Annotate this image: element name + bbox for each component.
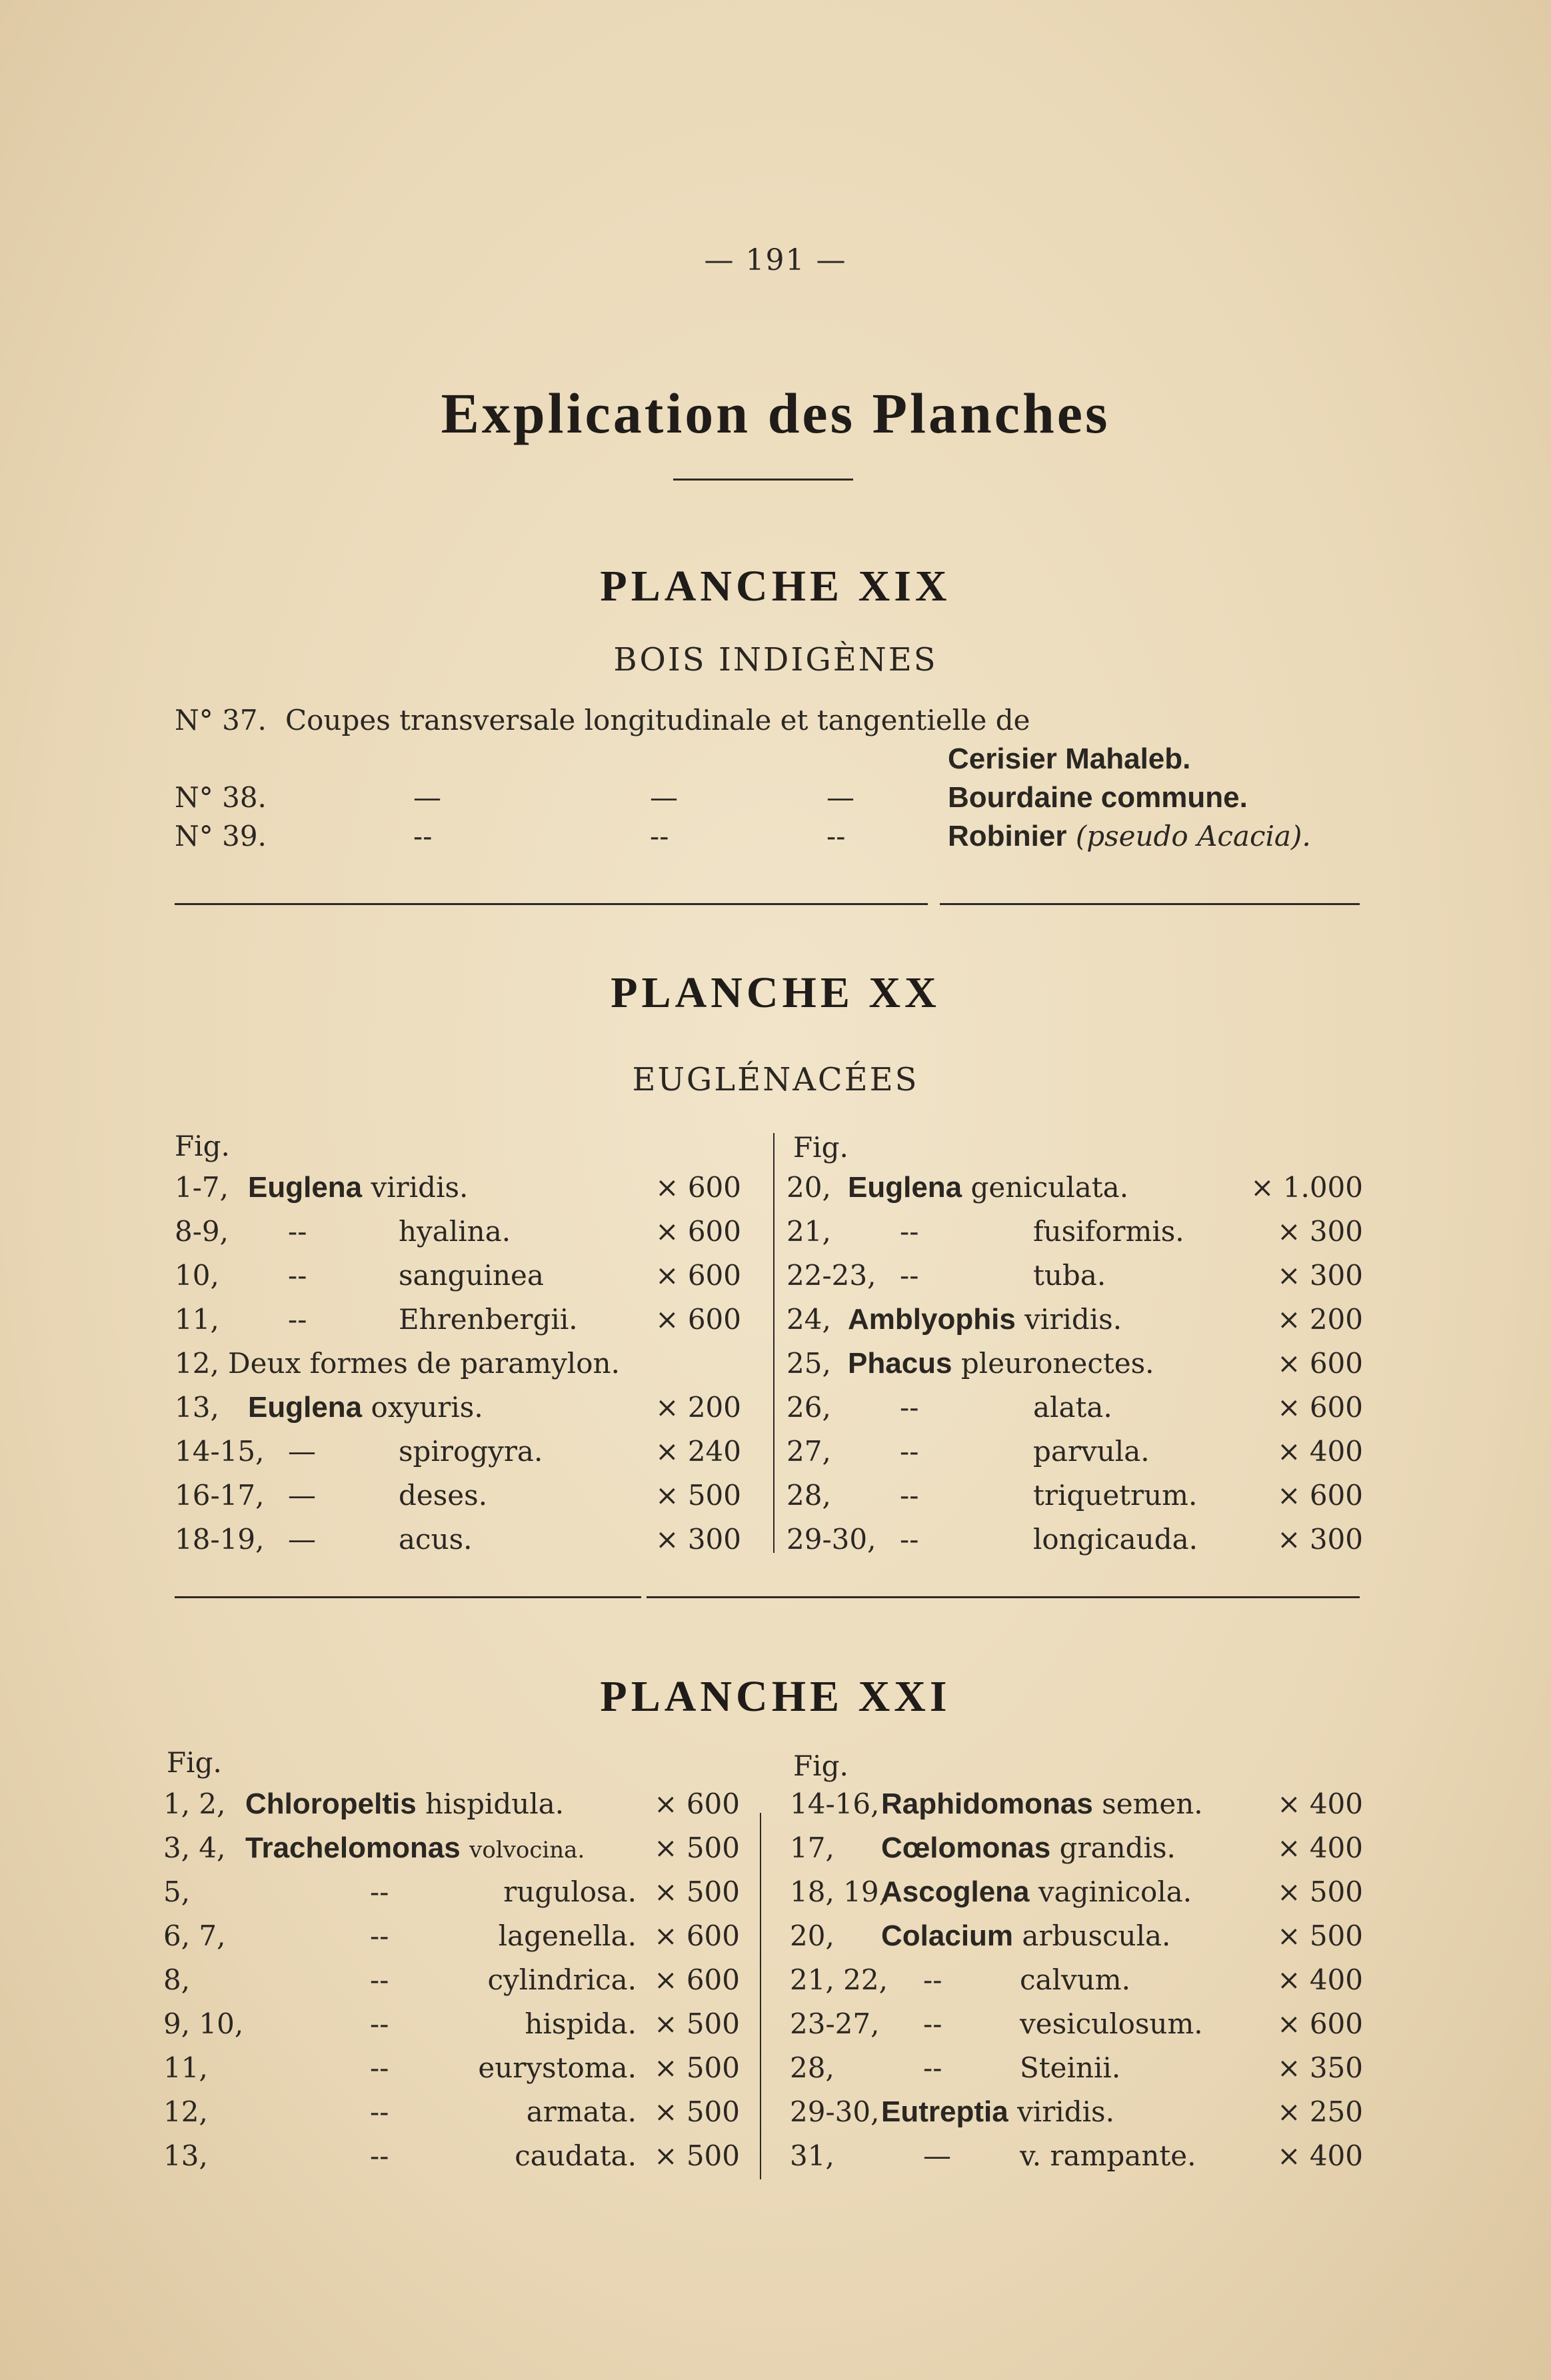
species-entry: [881, 2095, 1114, 2129]
genus-name: Raphidomonas: [881, 1787, 1093, 1820]
magnification: × 400: [1277, 1831, 1363, 1864]
magnification: × 600: [655, 1259, 741, 1292]
figure-number: 9, 10,: [163, 2007, 244, 2040]
figure-number: 20,: [790, 1919, 834, 1952]
genus-name: Amblyophis: [848, 1303, 1016, 1336]
figure-number: 14-15,: [175, 1435, 265, 1468]
magnification: × 500: [654, 2051, 740, 2084]
species-name: cylindrica.: [487, 1963, 637, 1996]
ditto-mark: --: [288, 1303, 307, 1336]
ditto-mark: --: [288, 1215, 307, 1248]
species-name: parvula.: [1033, 1435, 1150, 1468]
magnification: × 500: [654, 1875, 740, 1908]
species-name: arbuscula.: [1022, 1919, 1171, 1952]
magnification: × 600: [1277, 1391, 1363, 1424]
fig-label: Fig.: [793, 1750, 848, 1782]
figure-number: 1-7,: [175, 1171, 229, 1204]
plate-xix-species-1: Cerisier Mahaleb.: [948, 742, 1191, 775]
magnification: × 500: [654, 2095, 740, 2128]
species-name: triquetrum.: [1033, 1479, 1198, 1512]
magnification: × 600: [1277, 2007, 1363, 2040]
figure-number: 14-16,: [790, 1787, 880, 1820]
species-name: v. rampante.: [1020, 2139, 1196, 2172]
ditto-mark: --: [370, 1919, 389, 1952]
magnification: × 500: [654, 2007, 740, 2040]
ditto-mark: --: [900, 1259, 919, 1292]
ditto-mark: --: [900, 1391, 919, 1424]
magnification: × 1.000: [1250, 1171, 1363, 1204]
ditto-mark: --: [370, 1963, 389, 1996]
species-name: rugulosa.: [503, 1875, 637, 1908]
plate-xix-no-38: N° 38.: [175, 781, 267, 814]
ditto-mark: --: [923, 2051, 942, 2084]
section-divider: [940, 903, 1360, 905]
magnification: × 400: [1277, 2139, 1363, 2172]
species-name: oxyuris.: [371, 1391, 483, 1424]
ditto-mark: --: [370, 1875, 389, 1908]
magnification: × 500: [1277, 1919, 1363, 1952]
ditto-mark: --: [900, 1435, 919, 1468]
ditto-mark: --: [923, 1963, 942, 1996]
plate-xix-species-3: [948, 820, 1311, 853]
figure-number: 25,: [786, 1347, 831, 1380]
genus-name: Phacus: [848, 1347, 952, 1380]
species-name: caudata.: [515, 2139, 637, 2172]
magnification: × 200: [655, 1391, 741, 1424]
magnification: × 600: [654, 1919, 740, 1952]
figure-number: 13,: [175, 1391, 219, 1424]
ditto-mark: —: [288, 1523, 316, 1556]
figure-number: 3, 4,: [163, 1831, 226, 1864]
section-divider: [175, 1596, 641, 1598]
magnification: × 400: [1277, 1963, 1363, 1996]
genus-name: Chloropeltis: [245, 1787, 417, 1820]
page-title: Explication des Planches: [441, 381, 1110, 445]
ditto-mark: --: [370, 2051, 389, 2084]
ditto-mark: —: [413, 781, 441, 814]
ditto-mark: --: [370, 2095, 389, 2128]
species-name: fusiformis.: [1033, 1215, 1184, 1248]
figure-number: 10,: [175, 1259, 219, 1292]
ditto-mark: --: [650, 820, 669, 852]
species-name: hispida.: [525, 2007, 637, 2040]
ditto-mark: —: [650, 781, 678, 814]
species-name: Steinii.: [1020, 2051, 1121, 2084]
magnification: × 350: [1277, 2051, 1363, 2084]
figure-number: 13,: [163, 2139, 208, 2172]
species-name: alata.: [1033, 1391, 1112, 1424]
figure-number: 28,: [786, 1479, 831, 1512]
species-name: vesiculosum.: [1020, 2007, 1203, 2040]
column-separator: [760, 1813, 761, 2179]
species-name: vaginicola.: [1038, 1875, 1192, 1908]
species-entry: [248, 1171, 468, 1204]
plate-xix-title: PLANCHE XIX: [600, 562, 951, 610]
species-entry: [881, 1831, 1176, 1865]
magnification: × 300: [1277, 1259, 1363, 1292]
figure-number: 28,: [790, 2051, 834, 2084]
ditto-mark: —: [826, 781, 854, 814]
figure-number: 1, 2,: [163, 1787, 226, 1820]
magnification: × 400: [1277, 1787, 1363, 1820]
species-entry: [245, 1831, 585, 1865]
species-entry: [848, 1347, 1154, 1380]
magnification: × 240: [655, 1435, 741, 1468]
ditto-mark: —: [288, 1479, 316, 1512]
ditto-mark: --: [900, 1479, 919, 1512]
genus-name: Colacium: [881, 1919, 1014, 1952]
genus-name: Euglena: [248, 1171, 363, 1204]
plate-xix-description: Coupes transversale longitudinale et tangentielle de: [285, 704, 1030, 736]
figure-number: 26,: [786, 1391, 831, 1424]
genus-name: Euglena: [248, 1391, 363, 1424]
species-name: geniculata.: [970, 1171, 1129, 1204]
species-entry: [245, 1787, 564, 1821]
page-number: — 191 —: [704, 243, 847, 277]
species-name: grandis.: [1059, 1831, 1176, 1864]
species-name: pleuronectes.: [960, 1347, 1154, 1380]
plate-xix-no-37: N° 37.: [175, 704, 267, 736]
fig-label: Fig.: [175, 1130, 230, 1162]
plate-xx-subtitle: EUGLÉNACÉES: [632, 1061, 919, 1098]
figure-number: 23-27,: [790, 2007, 880, 2040]
genus-name: Trachelomonas: [245, 1831, 461, 1864]
title-divider: [673, 479, 853, 481]
magnification: × 200: [1277, 1303, 1363, 1336]
species-name: semen.: [1102, 1787, 1203, 1820]
species-name: deses.: [399, 1479, 488, 1512]
genus-name: Eutreptia: [881, 2095, 1008, 2128]
species-name: hyalina.: [399, 1215, 511, 1248]
figure-number: 18, 19,: [790, 1875, 888, 1908]
figure-number: 6, 7,: [163, 1919, 226, 1952]
ditto-mark: --: [370, 2007, 389, 2040]
species-entry: [848, 1171, 1128, 1204]
genus-name: Ascoglena: [881, 1875, 1030, 1908]
magnification: × 500: [654, 2139, 740, 2172]
figure-number: 12,: [175, 1347, 219, 1380]
species-entry: [248, 1391, 483, 1424]
section-divider: [175, 903, 928, 905]
figure-number: 8,: [163, 1963, 191, 1996]
species-name: tuba.: [1033, 1259, 1106, 1292]
magnification: × 500: [655, 1479, 741, 1512]
plate-xix-species-2: Bourdaine commune.: [948, 781, 1248, 814]
magnification: × 400: [1277, 1435, 1363, 1468]
genus-name: Euglena: [848, 1171, 962, 1204]
species-name: longicauda.: [1033, 1523, 1198, 1556]
figure-number: 20,: [786, 1171, 831, 1204]
figure-number: 5,: [163, 1875, 191, 1908]
species-name: hispidula.: [425, 1787, 565, 1820]
figure-number: 11,: [175, 1303, 219, 1336]
genus-name: Cœlomonas: [881, 1831, 1051, 1864]
magnification: × 300: [1277, 1215, 1363, 1248]
plate-xix-subtitle: BOIS INDIGÈNES: [613, 641, 938, 678]
figure-number: 31,: [790, 2139, 834, 2172]
ditto-mark: --: [923, 2007, 942, 2040]
figure-number: 12,: [163, 2095, 208, 2128]
species-name: volvocina.: [469, 1837, 585, 1863]
species-entry: [848, 1303, 1122, 1336]
magnification: × 600: [655, 1215, 741, 1248]
fig-label: Fig.: [793, 1131, 848, 1164]
figure-number: 11,: [163, 2051, 208, 2084]
magnification: × 600: [654, 1963, 740, 1996]
species-name: calvum.: [1020, 1963, 1130, 1996]
ditto-mark: --: [900, 1215, 919, 1248]
species-name: viridis.: [371, 1171, 469, 1204]
species-entry: [881, 1787, 1203, 1821]
plate-xx-title: PLANCHE XX: [611, 968, 940, 1017]
magnification: × 600: [1277, 1347, 1363, 1380]
species-name: spirogyra.: [399, 1435, 543, 1468]
species-parenthetical: (pseudo Acacia).: [1075, 820, 1311, 852]
ditto-mark: --: [826, 820, 846, 852]
column-separator: [773, 1133, 775, 1553]
figure-number: 27,: [786, 1435, 831, 1468]
magnification: × 600: [1277, 1479, 1363, 1512]
figure-number: 18-19,: [175, 1523, 265, 1556]
magnification: × 600: [654, 1787, 740, 1820]
ditto-mark: —: [288, 1435, 316, 1468]
species-name: Ehrenbergii.: [399, 1303, 578, 1336]
plate-xix-no-39: N° 39.: [175, 820, 267, 852]
magnification: × 300: [655, 1523, 741, 1556]
figure-number: 21, 22,: [790, 1963, 888, 1996]
section-divider: [647, 1596, 1360, 1598]
figure-number: 21,: [786, 1215, 831, 1248]
species-name: Robinier: [948, 820, 1067, 852]
species-name: armata.: [526, 2095, 637, 2128]
ditto-mark: --: [288, 1259, 307, 1292]
species-name: Deux formes de paramylon.: [228, 1347, 620, 1380]
figure-number: 16-17,: [175, 1479, 265, 1512]
figure-number: 24,: [786, 1303, 831, 1336]
species-entry: [881, 1875, 1192, 1909]
species-entry: [881, 1919, 1170, 1953]
magnification: × 250: [1277, 2095, 1363, 2128]
plate-xxi-title: PLANCHE XXI: [600, 1672, 951, 1721]
ditto-mark: —: [923, 2139, 951, 2172]
species-name: viridis.: [1017, 2095, 1114, 2128]
species-name: eurystoma.: [478, 2051, 637, 2084]
ditto-mark: --: [370, 2139, 389, 2172]
magnification: × 600: [655, 1303, 741, 1336]
fig-label: Fig.: [167, 1746, 222, 1779]
ditto-mark: --: [900, 1523, 919, 1556]
magnification: × 500: [1277, 1875, 1363, 1908]
figure-number: 17,: [790, 1831, 834, 1864]
species-name: sanguinea: [399, 1259, 544, 1292]
ditto-mark: --: [413, 820, 433, 852]
magnification: × 600: [655, 1171, 741, 1204]
figure-number: 22-23,: [786, 1259, 876, 1292]
magnification: × 500: [654, 1831, 740, 1864]
figure-number: 29-30,: [786, 1523, 876, 1556]
species-name: acus.: [399, 1523, 473, 1556]
figure-number: 29-30,: [790, 2095, 880, 2128]
magnification: × 300: [1277, 1523, 1363, 1556]
species-name: viridis.: [1024, 1303, 1122, 1336]
figure-number: 8-9,: [175, 1215, 229, 1248]
species-name: lagenella.: [498, 1919, 637, 1952]
